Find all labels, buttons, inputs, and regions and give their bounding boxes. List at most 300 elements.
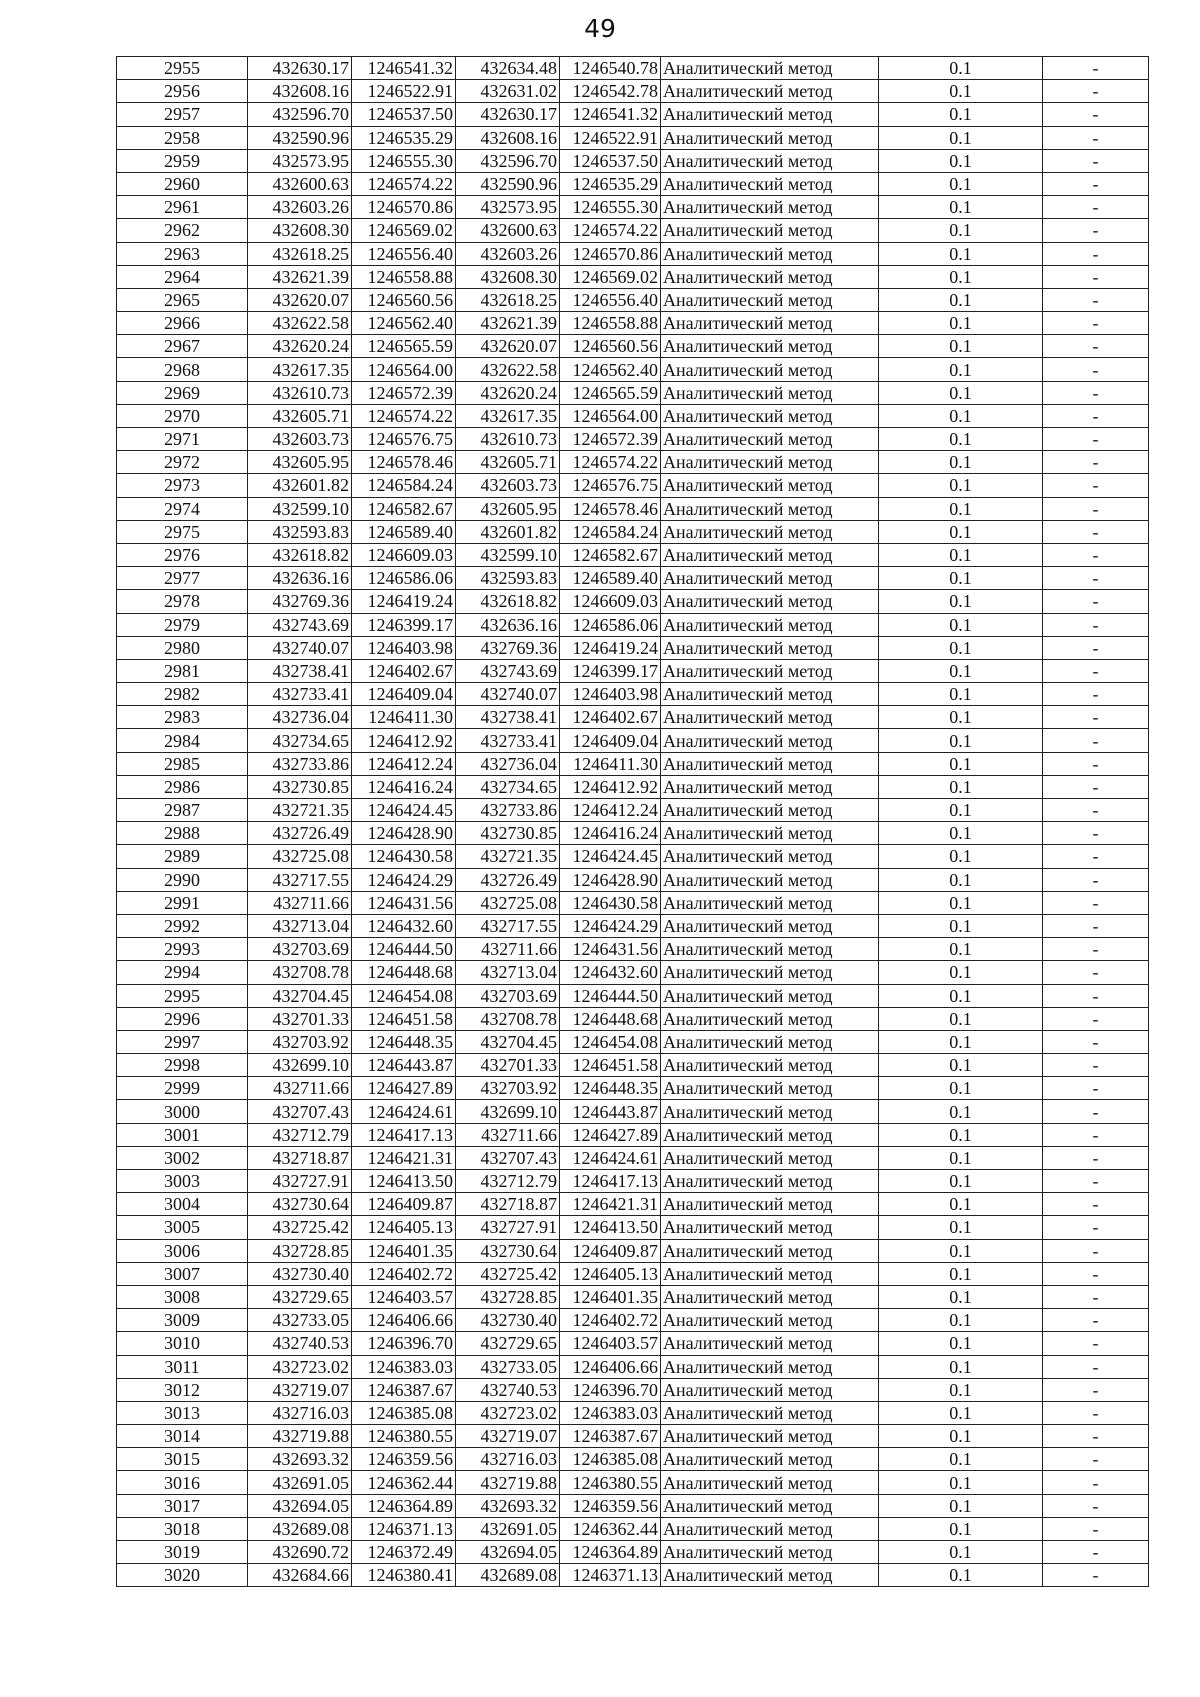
- y-coordinate-cell: 1246430.58: [352, 845, 456, 868]
- dash-cell: -: [1043, 938, 1149, 961]
- dash-cell: -: [1043, 822, 1149, 845]
- method-cell: Аналитический метод: [661, 1401, 879, 1424]
- prev-x-coordinate-cell: 432723.02: [456, 1401, 560, 1424]
- table-row: [117, 1262, 1149, 1285]
- prev-x-coordinate-cell: 432769.36: [456, 636, 560, 659]
- accuracy-cell: 0.1: [879, 1030, 1043, 1053]
- dash-cell: -: [1043, 1216, 1149, 1239]
- accuracy-cell: 0.1: [879, 196, 1043, 219]
- y-coordinate-cell: 1246427.89: [352, 1077, 456, 1100]
- dash-cell: -: [1043, 613, 1149, 636]
- y-coordinate-cell: 1246560.56: [352, 288, 456, 311]
- point-number-cell: 2993: [117, 938, 248, 961]
- prev-x-coordinate-cell: 432733.05: [456, 1355, 560, 1378]
- y-coordinate-cell: 1246406.66: [352, 1309, 456, 1332]
- prev-x-coordinate-cell: 432728.85: [456, 1285, 560, 1308]
- prev-y-coordinate-cell: 1246555.30: [560, 196, 661, 219]
- accuracy-cell: 0.1: [879, 451, 1043, 474]
- table-row: [117, 312, 1149, 335]
- x-coordinate-cell: 432736.04: [248, 706, 352, 729]
- point-number-cell: 3009: [117, 1309, 248, 1332]
- dash-cell: -: [1043, 1517, 1149, 1540]
- point-number-cell: 2975: [117, 520, 248, 543]
- method-cell: Аналитический метод: [661, 1425, 879, 1448]
- table-row: [117, 1170, 1149, 1193]
- x-coordinate-cell: 432703.92: [248, 1030, 352, 1053]
- point-number-cell: 2981: [117, 659, 248, 682]
- point-number-cell: 3015: [117, 1448, 248, 1471]
- dash-cell: -: [1043, 497, 1149, 520]
- x-coordinate-cell: 432618.25: [248, 242, 352, 265]
- accuracy-cell: 0.1: [879, 1425, 1043, 1448]
- prev-y-coordinate-cell: 1246572.39: [560, 428, 661, 451]
- coordinates-table: [116, 56, 1149, 1587]
- prev-y-coordinate-cell: 1246589.40: [560, 567, 661, 590]
- method-cell: Аналитический метод: [661, 242, 879, 265]
- y-coordinate-cell: 1246609.03: [352, 543, 456, 566]
- prev-y-coordinate-cell: 1246558.88: [560, 312, 661, 335]
- table-row: [117, 891, 1149, 914]
- dash-cell: -: [1043, 265, 1149, 288]
- table-row: [117, 1425, 1149, 1448]
- table-row: [117, 196, 1149, 219]
- dash-cell: -: [1043, 219, 1149, 242]
- accuracy-cell: 0.1: [879, 381, 1043, 404]
- accuracy-cell: 0.1: [879, 1262, 1043, 1285]
- prev-y-coordinate-cell: 1246569.02: [560, 265, 661, 288]
- y-coordinate-cell: 1246412.92: [352, 729, 456, 752]
- method-cell: Аналитический метод: [661, 1285, 879, 1308]
- x-coordinate-cell: 432689.08: [248, 1517, 352, 1540]
- x-coordinate-cell: 432733.86: [248, 752, 352, 775]
- y-coordinate-cell: 1246424.29: [352, 868, 456, 891]
- point-number-cell: 2991: [117, 891, 248, 914]
- prev-y-coordinate-cell: 1246411.30: [560, 752, 661, 775]
- prev-x-coordinate-cell: 432711.66: [456, 938, 560, 961]
- table-row: [117, 636, 1149, 659]
- point-number-cell: 2960: [117, 172, 248, 195]
- x-coordinate-cell: 432707.43: [248, 1100, 352, 1123]
- prev-x-coordinate-cell: 432573.95: [456, 196, 560, 219]
- point-number-cell: 2988: [117, 822, 248, 845]
- prev-x-coordinate-cell: 432718.87: [456, 1193, 560, 1216]
- dash-cell: -: [1043, 1564, 1149, 1587]
- table-row: [117, 80, 1149, 103]
- method-cell: Аналитический метод: [661, 288, 879, 311]
- x-coordinate-cell: 432622.58: [248, 312, 352, 335]
- accuracy-cell: 0.1: [879, 1378, 1043, 1401]
- method-cell: Аналитический метод: [661, 706, 879, 729]
- point-number-cell: 2963: [117, 242, 248, 265]
- y-coordinate-cell: 1246372.49: [352, 1541, 456, 1564]
- x-coordinate-cell: 432573.95: [248, 149, 352, 172]
- prev-y-coordinate-cell: 1246448.35: [560, 1077, 661, 1100]
- y-coordinate-cell: 1246380.41: [352, 1564, 456, 1587]
- y-coordinate-cell: 1246405.13: [352, 1216, 456, 1239]
- y-coordinate-cell: 1246409.04: [352, 683, 456, 706]
- accuracy-cell: 0.1: [879, 172, 1043, 195]
- prev-y-coordinate-cell: 1246380.55: [560, 1471, 661, 1494]
- point-number-cell: 2998: [117, 1054, 248, 1077]
- dash-cell: -: [1043, 1077, 1149, 1100]
- y-coordinate-cell: 1246413.50: [352, 1170, 456, 1193]
- prev-x-coordinate-cell: 432618.25: [456, 288, 560, 311]
- method-cell: Аналитический метод: [661, 1332, 879, 1355]
- prev-x-coordinate-cell: 432725.08: [456, 891, 560, 914]
- prev-x-coordinate-cell: 432605.71: [456, 451, 560, 474]
- x-coordinate-cell: 432713.04: [248, 914, 352, 937]
- point-number-cell: 2964: [117, 265, 248, 288]
- method-cell: Аналитический метод: [661, 938, 879, 961]
- x-coordinate-cell: 432630.17: [248, 57, 352, 80]
- method-cell: Аналитический метод: [661, 149, 879, 172]
- prev-y-coordinate-cell: 1246409.04: [560, 729, 661, 752]
- point-number-cell: 3007: [117, 1262, 248, 1285]
- accuracy-cell: 0.1: [879, 1193, 1043, 1216]
- table-row: [117, 149, 1149, 172]
- x-coordinate-cell: 432701.33: [248, 1007, 352, 1030]
- accuracy-cell: 0.1: [879, 1448, 1043, 1471]
- table-row: [117, 1494, 1149, 1517]
- table-row: [117, 1077, 1149, 1100]
- y-coordinate-cell: 1246562.40: [352, 312, 456, 335]
- dash-cell: -: [1043, 706, 1149, 729]
- accuracy-cell: 0.1: [879, 1355, 1043, 1378]
- dash-cell: -: [1043, 288, 1149, 311]
- dash-cell: -: [1043, 196, 1149, 219]
- point-number-cell: 2992: [117, 914, 248, 937]
- y-coordinate-cell: 1246383.03: [352, 1355, 456, 1378]
- point-number-cell: 2994: [117, 961, 248, 984]
- table-row: [117, 288, 1149, 311]
- x-coordinate-cell: 432621.39: [248, 265, 352, 288]
- dash-cell: -: [1043, 1401, 1149, 1424]
- table-row: [117, 659, 1149, 682]
- table-row: [117, 335, 1149, 358]
- prev-y-coordinate-cell: 1246609.03: [560, 590, 661, 613]
- accuracy-cell: 0.1: [879, 590, 1043, 613]
- x-coordinate-cell: 432712.79: [248, 1123, 352, 1146]
- point-number-cell: 3008: [117, 1285, 248, 1308]
- dash-cell: -: [1043, 1471, 1149, 1494]
- prev-y-coordinate-cell: 1246584.24: [560, 520, 661, 543]
- accuracy-cell: 0.1: [879, 1494, 1043, 1517]
- x-coordinate-cell: 432703.69: [248, 938, 352, 961]
- dash-cell: -: [1043, 149, 1149, 172]
- accuracy-cell: 0.1: [879, 428, 1043, 451]
- method-cell: Аналитический метод: [661, 428, 879, 451]
- y-coordinate-cell: 1246359.56: [352, 1448, 456, 1471]
- point-number-cell: 2961: [117, 196, 248, 219]
- method-cell: Аналитический метод: [661, 80, 879, 103]
- accuracy-cell: 0.1: [879, 567, 1043, 590]
- x-coordinate-cell: 432596.70: [248, 103, 352, 126]
- accuracy-cell: 0.1: [879, 799, 1043, 822]
- y-coordinate-cell: 1246403.98: [352, 636, 456, 659]
- x-coordinate-cell: 432600.63: [248, 172, 352, 195]
- accuracy-cell: 0.1: [879, 1401, 1043, 1424]
- method-cell: Аналитический метод: [661, 358, 879, 381]
- x-coordinate-cell: 432617.35: [248, 358, 352, 381]
- prev-x-coordinate-cell: 432743.69: [456, 659, 560, 682]
- prev-y-coordinate-cell: 1246565.59: [560, 381, 661, 404]
- prev-y-coordinate-cell: 1246560.56: [560, 335, 661, 358]
- prev-y-coordinate-cell: 1246402.67: [560, 706, 661, 729]
- table-row: [117, 1401, 1149, 1424]
- x-coordinate-cell: 432608.30: [248, 219, 352, 242]
- prev-x-coordinate-cell: 432703.92: [456, 1077, 560, 1100]
- table-row: [117, 1332, 1149, 1355]
- y-coordinate-cell: 1246362.44: [352, 1471, 456, 1494]
- table-row: [117, 683, 1149, 706]
- table-body: [117, 57, 1149, 1587]
- prev-x-coordinate-cell: 432590.96: [456, 172, 560, 195]
- prev-x-coordinate-cell: 432603.26: [456, 242, 560, 265]
- method-cell: Аналитический метод: [661, 659, 879, 682]
- table-row: [117, 404, 1149, 427]
- y-coordinate-cell: 1246444.50: [352, 938, 456, 961]
- point-number-cell: 2978: [117, 590, 248, 613]
- point-number-cell: 3013: [117, 1401, 248, 1424]
- page-number: 49: [584, 14, 616, 43]
- x-coordinate-cell: 432605.71: [248, 404, 352, 427]
- x-coordinate-cell: 432694.05: [248, 1494, 352, 1517]
- prev-y-coordinate-cell: 1246421.31: [560, 1193, 661, 1216]
- prev-y-coordinate-cell: 1246359.56: [560, 1494, 661, 1517]
- prev-y-coordinate-cell: 1246417.13: [560, 1170, 661, 1193]
- table-row: [117, 1471, 1149, 1494]
- prev-y-coordinate-cell: 1246451.58: [560, 1054, 661, 1077]
- table-row: [117, 1007, 1149, 1030]
- dash-cell: -: [1043, 1309, 1149, 1332]
- y-coordinate-cell: 1246387.67: [352, 1378, 456, 1401]
- table-row: [117, 1146, 1149, 1169]
- y-coordinate-cell: 1246428.90: [352, 822, 456, 845]
- y-coordinate-cell: 1246416.24: [352, 775, 456, 798]
- accuracy-cell: 0.1: [879, 335, 1043, 358]
- point-number-cell: 2967: [117, 335, 248, 358]
- accuracy-cell: 0.1: [879, 1077, 1043, 1100]
- method-cell: Аналитический метод: [661, 543, 879, 566]
- method-cell: Аналитический метод: [661, 1309, 879, 1332]
- prev-y-coordinate-cell: 1246570.86: [560, 242, 661, 265]
- prev-y-coordinate-cell: 1246540.78: [560, 57, 661, 80]
- dash-cell: -: [1043, 242, 1149, 265]
- table-row: [117, 938, 1149, 961]
- dash-cell: -: [1043, 381, 1149, 404]
- method-cell: Аналитический метод: [661, 822, 879, 845]
- prev-x-coordinate-cell: 432636.16: [456, 613, 560, 636]
- method-cell: Аналитический метод: [661, 1216, 879, 1239]
- y-coordinate-cell: 1246371.13: [352, 1517, 456, 1540]
- method-cell: Аналитический метод: [661, 1170, 879, 1193]
- table-row: [117, 1100, 1149, 1123]
- prev-x-coordinate-cell: 432622.58: [456, 358, 560, 381]
- x-coordinate-cell: 432618.82: [248, 543, 352, 566]
- y-coordinate-cell: 1246385.08: [352, 1401, 456, 1424]
- point-number-cell: 2999: [117, 1077, 248, 1100]
- dash-cell: -: [1043, 312, 1149, 335]
- y-coordinate-cell: 1246570.86: [352, 196, 456, 219]
- x-coordinate-cell: 432603.73: [248, 428, 352, 451]
- point-number-cell: 3018: [117, 1517, 248, 1540]
- point-number-cell: 2979: [117, 613, 248, 636]
- x-coordinate-cell: 432725.08: [248, 845, 352, 868]
- accuracy-cell: 0.1: [879, 242, 1043, 265]
- point-number-cell: 2970: [117, 404, 248, 427]
- prev-x-coordinate-cell: 432711.66: [456, 1123, 560, 1146]
- x-coordinate-cell: 432727.91: [248, 1170, 352, 1193]
- point-number-cell: 2956: [117, 80, 248, 103]
- prev-y-coordinate-cell: 1246362.44: [560, 1517, 661, 1540]
- prev-x-coordinate-cell: 432721.35: [456, 845, 560, 868]
- x-coordinate-cell: 432684.66: [248, 1564, 352, 1587]
- point-number-cell: 2996: [117, 1007, 248, 1030]
- accuracy-cell: 0.1: [879, 543, 1043, 566]
- accuracy-cell: 0.1: [879, 1517, 1043, 1540]
- dash-cell: -: [1043, 520, 1149, 543]
- prev-x-coordinate-cell: 432601.82: [456, 520, 560, 543]
- prev-x-coordinate-cell: 432719.88: [456, 1471, 560, 1494]
- accuracy-cell: 0.1: [879, 961, 1043, 984]
- table-row: [117, 1030, 1149, 1053]
- x-coordinate-cell: 432599.10: [248, 497, 352, 520]
- prev-x-coordinate-cell: 432730.40: [456, 1309, 560, 1332]
- accuracy-cell: 0.1: [879, 891, 1043, 914]
- y-coordinate-cell: 1246448.68: [352, 961, 456, 984]
- method-cell: Аналитический метод: [661, 914, 879, 937]
- x-coordinate-cell: 432593.83: [248, 520, 352, 543]
- dash-cell: -: [1043, 126, 1149, 149]
- point-number-cell: 2982: [117, 683, 248, 706]
- dash-cell: -: [1043, 172, 1149, 195]
- accuracy-cell: 0.1: [879, 938, 1043, 961]
- method-cell: Аналитический метод: [661, 126, 879, 149]
- prev-y-coordinate-cell: 1246582.67: [560, 543, 661, 566]
- prev-x-coordinate-cell: 432617.35: [456, 404, 560, 427]
- accuracy-cell: 0.1: [879, 149, 1043, 172]
- table-row: [117, 219, 1149, 242]
- method-cell: Аналитический метод: [661, 312, 879, 335]
- accuracy-cell: 0.1: [879, 1285, 1043, 1308]
- prev-y-coordinate-cell: 1246564.00: [560, 404, 661, 427]
- x-coordinate-cell: 432733.41: [248, 683, 352, 706]
- prev-x-coordinate-cell: 432600.63: [456, 219, 560, 242]
- table-row: [117, 1309, 1149, 1332]
- method-cell: Аналитический метод: [661, 984, 879, 1007]
- method-cell: Аналитический метод: [661, 520, 879, 543]
- accuracy-cell: 0.1: [879, 57, 1043, 80]
- prev-y-coordinate-cell: 1246428.90: [560, 868, 661, 891]
- prev-y-coordinate-cell: 1246542.78: [560, 80, 661, 103]
- accuracy-cell: 0.1: [879, 497, 1043, 520]
- prev-y-coordinate-cell: 1246537.50: [560, 149, 661, 172]
- prev-x-coordinate-cell: 432631.02: [456, 80, 560, 103]
- y-coordinate-cell: 1246424.61: [352, 1100, 456, 1123]
- x-coordinate-cell: 432743.69: [248, 613, 352, 636]
- y-coordinate-cell: 1246564.00: [352, 358, 456, 381]
- point-number-cell: 2990: [117, 868, 248, 891]
- prev-y-coordinate-cell: 1246402.72: [560, 1309, 661, 1332]
- accuracy-cell: 0.1: [879, 683, 1043, 706]
- prev-y-coordinate-cell: 1246396.70: [560, 1378, 661, 1401]
- y-coordinate-cell: 1246565.59: [352, 335, 456, 358]
- x-coordinate-cell: 432719.07: [248, 1378, 352, 1401]
- table-row: [117, 543, 1149, 566]
- table-row: [117, 961, 1149, 984]
- prev-y-coordinate-cell: 1246586.06: [560, 613, 661, 636]
- y-coordinate-cell: 1246411.30: [352, 706, 456, 729]
- accuracy-cell: 0.1: [879, 265, 1043, 288]
- x-coordinate-cell: 432608.16: [248, 80, 352, 103]
- dash-cell: -: [1043, 636, 1149, 659]
- prev-y-coordinate-cell: 1246424.45: [560, 845, 661, 868]
- prev-x-coordinate-cell: 432740.07: [456, 683, 560, 706]
- table-row: [117, 613, 1149, 636]
- method-cell: Аналитический метод: [661, 729, 879, 752]
- accuracy-cell: 0.1: [879, 1146, 1043, 1169]
- y-coordinate-cell: 1246522.91: [352, 80, 456, 103]
- prev-y-coordinate-cell: 1246443.87: [560, 1100, 661, 1123]
- y-coordinate-cell: 1246454.08: [352, 984, 456, 1007]
- accuracy-cell: 0.1: [879, 288, 1043, 311]
- prev-y-coordinate-cell: 1246401.35: [560, 1285, 661, 1308]
- dash-cell: -: [1043, 799, 1149, 822]
- method-cell: Аналитический метод: [661, 1378, 879, 1401]
- x-coordinate-cell: 432711.66: [248, 1077, 352, 1100]
- point-number-cell: 3002: [117, 1146, 248, 1169]
- method-cell: Аналитический метод: [661, 404, 879, 427]
- method-cell: Аналитический метод: [661, 1100, 879, 1123]
- point-number-cell: 2955: [117, 57, 248, 80]
- y-coordinate-cell: 1246569.02: [352, 219, 456, 242]
- accuracy-cell: 0.1: [879, 520, 1043, 543]
- y-coordinate-cell: 1246401.35: [352, 1239, 456, 1262]
- prev-x-coordinate-cell: 432730.85: [456, 822, 560, 845]
- y-coordinate-cell: 1246574.22: [352, 172, 456, 195]
- y-coordinate-cell: 1246424.45: [352, 799, 456, 822]
- table-row: [117, 799, 1149, 822]
- accuracy-cell: 0.1: [879, 80, 1043, 103]
- dash-cell: -: [1043, 1541, 1149, 1564]
- point-number-cell: 2987: [117, 799, 248, 822]
- method-cell: Аналитический метод: [661, 1517, 879, 1540]
- dash-cell: -: [1043, 474, 1149, 497]
- dash-cell: -: [1043, 729, 1149, 752]
- dash-cell: -: [1043, 659, 1149, 682]
- prev-x-coordinate-cell: 432734.65: [456, 775, 560, 798]
- prev-x-coordinate-cell: 432704.45: [456, 1030, 560, 1053]
- prev-x-coordinate-cell: 432729.65: [456, 1332, 560, 1355]
- method-cell: Аналитический метод: [661, 1123, 879, 1146]
- point-number-cell: 3010: [117, 1332, 248, 1355]
- prev-y-coordinate-cell: 1246454.08: [560, 1030, 661, 1053]
- point-number-cell: 2973: [117, 474, 248, 497]
- method-cell: Аналитический метод: [661, 567, 879, 590]
- prev-y-coordinate-cell: 1246562.40: [560, 358, 661, 381]
- table-row: [117, 381, 1149, 404]
- prev-y-coordinate-cell: 1246403.98: [560, 683, 661, 706]
- x-coordinate-cell: 432734.65: [248, 729, 352, 752]
- point-number-cell: 2995: [117, 984, 248, 1007]
- method-cell: Аналитический метод: [661, 1030, 879, 1053]
- prev-x-coordinate-cell: 432701.33: [456, 1054, 560, 1077]
- table-row: [117, 868, 1149, 891]
- dash-cell: -: [1043, 543, 1149, 566]
- point-number-cell: 2983: [117, 706, 248, 729]
- point-number-cell: 3001: [117, 1123, 248, 1146]
- prev-y-coordinate-cell: 1246412.92: [560, 775, 661, 798]
